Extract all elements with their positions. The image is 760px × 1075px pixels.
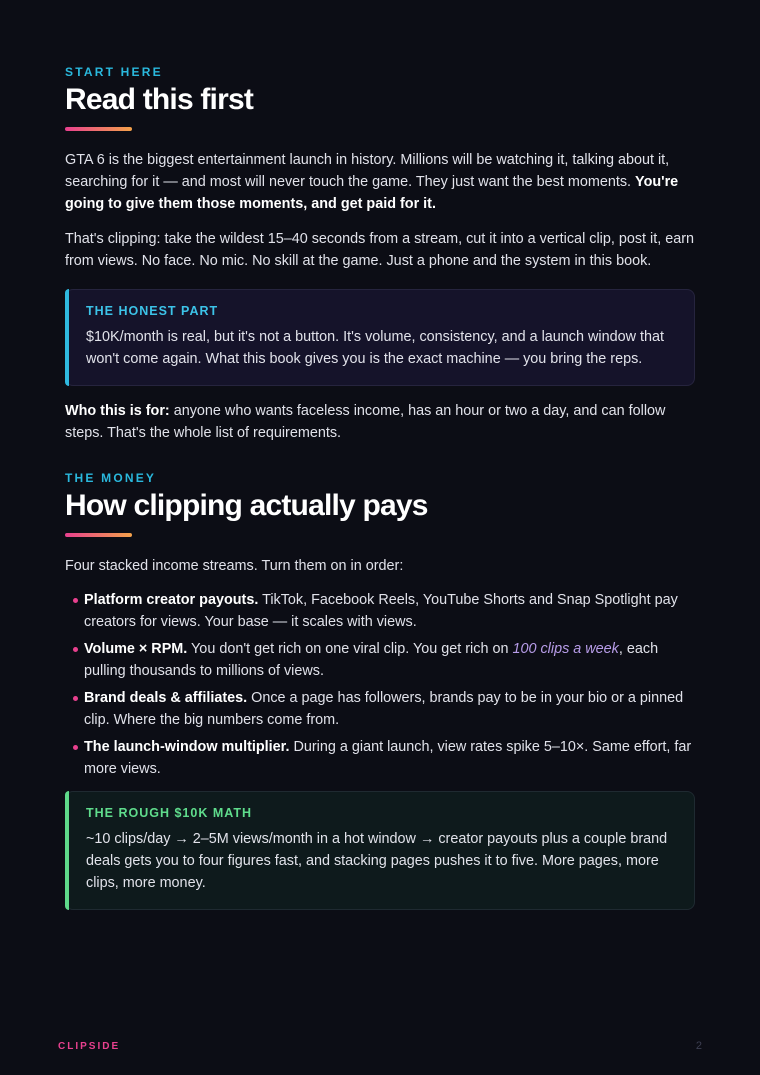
- bullet-dot: [73, 647, 78, 652]
- income-streams-list: [65, 589, 695, 780]
- callout-title: THE HONEST PART: [86, 304, 219, 318]
- list-item-emphasis: 100 clips a week: [512, 641, 619, 657]
- audience-label: Who this is for:: [65, 403, 170, 419]
- heading-accent-rule: [65, 533, 132, 537]
- callout-text: $10K/month is real, but it's not a button. It's volume, consistency, and a launch window that won't come again. What this book gives you is the exact machine — you bring the reps.: [86, 329, 664, 367]
- callout-title: THE ROUGH $10K MATH: [86, 806, 253, 820]
- rough-math-callout: [65, 791, 695, 910]
- list-item-text-after: , each pulling thousands to millions of views.: [84, 641, 659, 679]
- list-item-text: Once a page has followers, brands pay to be in your bio or a pinned clip. Where the big numbers come from.: [84, 690, 684, 728]
- intro-bold-text: You're going to give them those moments, and get paid for it.: [65, 174, 679, 212]
- heading-read-this-first: Read this first: [65, 83, 254, 116]
- footer-brand: CLIPSIDE: [58, 1041, 121, 1052]
- heading-accent-rule: [65, 127, 132, 131]
- section-money: [65, 470, 695, 910]
- list-item-label: Volume × RPM.: [84, 641, 188, 657]
- page-content: [65, 64, 695, 910]
- list-item: [65, 736, 695, 780]
- list-item-text: TikTok, Facebook Reels, YouTube Shorts and Snap Spotlight pay creators for views. Your base — it scales with views.: [84, 592, 678, 630]
- heading-how-clipping-pays: How clipping actually pays: [65, 489, 428, 522]
- list-item: [65, 687, 695, 731]
- intro-paragraph: [65, 149, 695, 215]
- list-item-label: The launch-window multiplier.: [84, 739, 290, 755]
- clipping-definition-paragraph: That's clipping: take the wildest 15–40 seconds from a stream, cut it into a vertical clip, post it, earn from views. No face. No mic. No skill at the game. Just a phone and the system in this book.: [65, 231, 695, 269]
- list-item-text: During a giant launch, view rates spike 5–10×. Same effort, far more views.: [84, 739, 692, 777]
- honest-part-callout: [65, 289, 695, 386]
- list-item-label: Brand deals & affiliates.: [84, 690, 248, 706]
- eyebrow-start-here: START HERE: [65, 65, 163, 79]
- callout-text: ~10 clips/day → 2–5M views/month in a hot window → creator payouts plus a couple brand deals gets you to four figures fast, and stacking pages pushes it to five. More pages, more clips, more money.: [86, 831, 668, 891]
- list-item-label: Platform creator payouts.: [84, 592, 259, 608]
- audience-paragraph: [65, 400, 695, 444]
- audience-text: anyone who wants faceless income, has an hour or two a day, and can follow steps. That's the whole list of requirements.: [65, 403, 666, 441]
- list-item-text: You don't get rich on one viral clip. You get rich on: [187, 641, 513, 657]
- list-item: [65, 638, 695, 682]
- page-number: 2: [695, 1040, 702, 1052]
- bullet-dot: [73, 696, 78, 701]
- bullet-dot: [73, 745, 78, 750]
- income-intro-paragraph: Four stacked income streams. Turn them on in order:: [65, 558, 404, 574]
- bullet-dot: [73, 598, 78, 603]
- intro-text: GTA 6 is the biggest entertainment launch in history. Millions will be watching it, talking about it, searching for it — and most will never touch the game. They just want the best moments.: [65, 152, 670, 190]
- eyebrow-the-money: THE MONEY: [65, 471, 157, 485]
- list-item: [65, 589, 695, 633]
